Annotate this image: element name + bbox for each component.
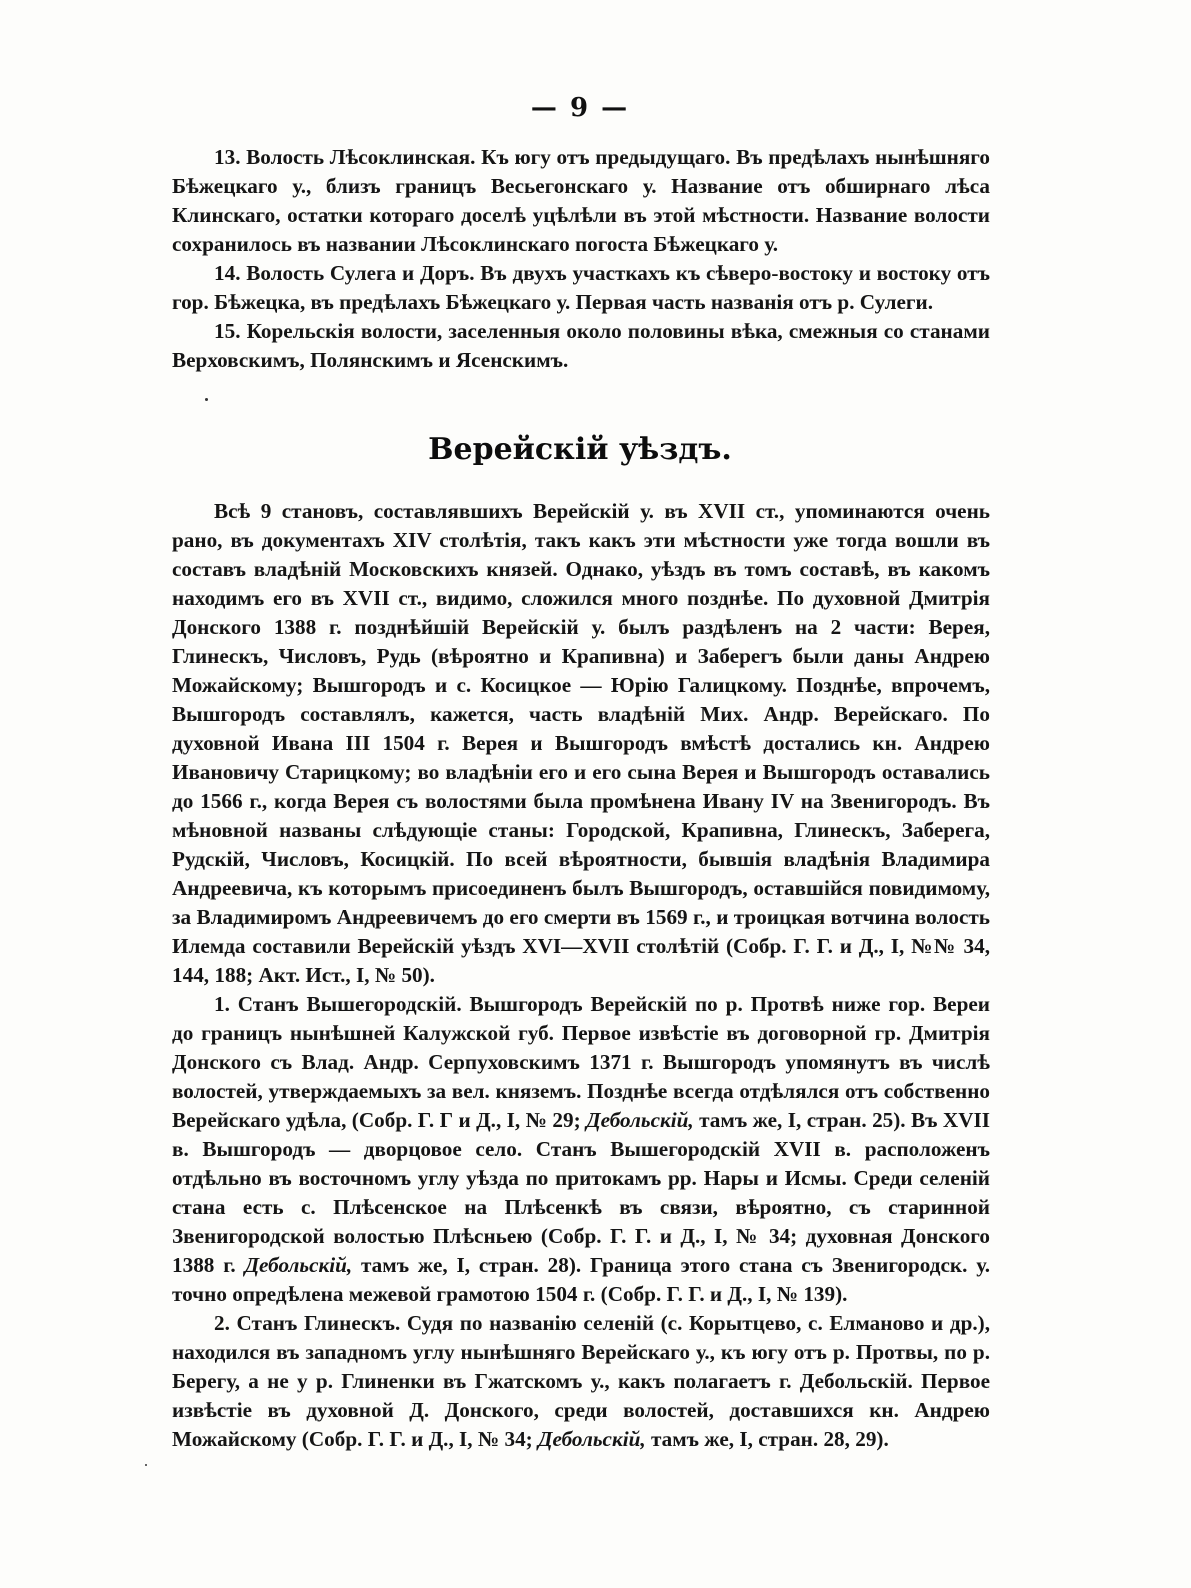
paragraph-intro-text: Всѣ 9 становъ, составлявшихъ Верейскій у. въ XVII ст., упоминаются очень рано, въ документахъ XIV столѣтія, такъ какъ эти мѣстности уже тогда вошли въ составъ владѣній Московскихъ князей. Однако, уѣздъ въ томъ составѣ, въ какомъ находимъ его въ XVII ст., видимо, сложился много позднѣе. По духовной Дмитрія Донского 1388 г. позднѣйшій Верейскій у. былъ раздѣленъ на 2 части: Верея, Глинескъ, Числовъ, Рудь (вѣроятно и Крапивна) и Заберегъ были даны Андрею Можайскому; Вышгородъ и с. Косицкое — Юрію Галицкому. Позднѣе, впрочемъ, Вышгородъ составлялъ, кажется, часть владѣній Мих. Андр. Верейскаго. По духовной Ивана III 1504 г. Верея и Вышгородъ вмѣстѣ достались кн. Андрею Ивановичу Старицкому; во владѣніи его и его сына Верея и Вышгородъ оставались до 1566 г., когда Верея съ волостями была промѣнена Ивану IV на Звенигородъ. Въ мѣновной названы слѣдующіе станы: Городской, Крапивна, Глинескъ, Заберега, Рудскій, Числовъ, Косицкій. По всей вѣроятности, бывшія владѣнія Владимира Андреевича, къ которымъ присоединенъ былъ Вышгородъ, оставшійся повидимому, за Владимиромъ Андреевичемъ до его смерти въ 1569 г., и троицкая вотчина волость Илемда составили Верейскій уѣздъ XVI—XVII столѣтій (Собр. Г. Г. и Д., I, №№ 34, 144, 188; Акт. Ист., I, № 50). [172,499,990,987]
stan-2-text-a: 2. Станъ Глинескъ. Судя по названію селеній (с. Корытцево, с. Елманово и др.), находился въ западномъ углу нынѣшняго Верейскаго у., къ югу отъ р. Протвы, по р. Берегу, а не у р. Глиненки въ Гжатскомъ у., какъ полагаетъ г. Дебольскій. Первое извѣстіе въ духовной Д. Донского, среди волостей, доставшихся кн. Андрею Можайскому (Собр. Г. Г. и Д., I, № 34; [172,1311,990,1451]
stan-1-text-a: 1. Станъ Вышегородскій. Вышгородъ Верейскій по р. Протвѣ ниже гор. Вереи до границъ нынѣшней Калужской губ. Первое извѣстіе въ договорной гр. Дмитрія Донского съ Влад. Андр. Серпуховскимъ 1371 г. Вышгородъ упомянутъ въ числѣ волостей, утверждаемыхъ за вел. княземъ. Позднѣе всегда отдѣлялся отъ собственно Верейскаго удѣла, (Собр. Г. Г и Д., I, № 29; [172,992,990,1132]
stan-2-text-b: тамъ же, I, стран. 28, 29). [645,1427,889,1451]
stan-1-text-b: тамъ же, I, стран. 25). Въ XVII в. Вышгородъ — дворцовое село. Станъ Вышегородскій XVII в. расположенъ отдѣльно въ восточномъ углу уѣзда по притокамъ рр. Нары и Исмы. Среди селеній стана есть с. Плѣсенское на Плѣсенкѣ въ связи, вѣроятно, съ старинной Звенигородской волостью Плѣсньею (Собр. Г. Г. и Д., I, № 34; духовная Донского 1388 г. [172,1108,990,1277]
paragraph-stan-1 [172,990,990,1309]
paragraph-stan-2 [172,1309,990,1454]
stan-1-author-ref-2: Дебольскій, [244,1253,353,1277]
stan-1-text-c: тамъ же, I, стран. 28). Граница этого стана съ Звенигородск. у. точно опредѣлена межевой грамотою 1504 г. (Собр. Г. Г. и Д., I, № 139). [172,1253,990,1306]
section-heading: Верейскій уѣздъ. [428,432,732,467]
page-number: — 9 — [530,93,630,123]
preceding-section-text [172,143,990,375]
paragraph-volost-14: 14. Волость Сулега и Доръ. Въ двухъ участкахъ къ сѣверо-востоку и востоку отъ гор. Бѣжецка, въ предѣлахъ Бѣжецкаго у. Первая часть названія отъ р. Сулеги. [172,261,990,314]
stan-2-author-ref: Дебольскій, [538,1427,646,1451]
section-body [172,497,990,1454]
paragraph-volost-15: 15. Корельскія волости, заселенныя около половины вѣка, смежныя со станами Верховскимъ, Полянскимъ и Ясенскимъ. [172,319,990,372]
stan-1-author-ref-1: Дебольскій, [586,1108,694,1132]
print-speck [205,398,208,401]
paragraph-volost-13: 13. Волость Лѣсоклинская. Къ югу отъ предыдущаго. Въ предѣлахъ нынѣшняго Бѣжецкаго у., близъ границъ Весьегонскаго у. Название отъ обширнаго лѣса Клинскаго, остатки котораго доселѣ уцѣлѣли въ этой мѣстности. Название волости сохранилось въ названии Лѣсоклинскаго погоста Бѣжецкаго у. [172,145,990,256]
paragraph-intro [172,497,990,990]
print-speck [145,1464,147,1466]
